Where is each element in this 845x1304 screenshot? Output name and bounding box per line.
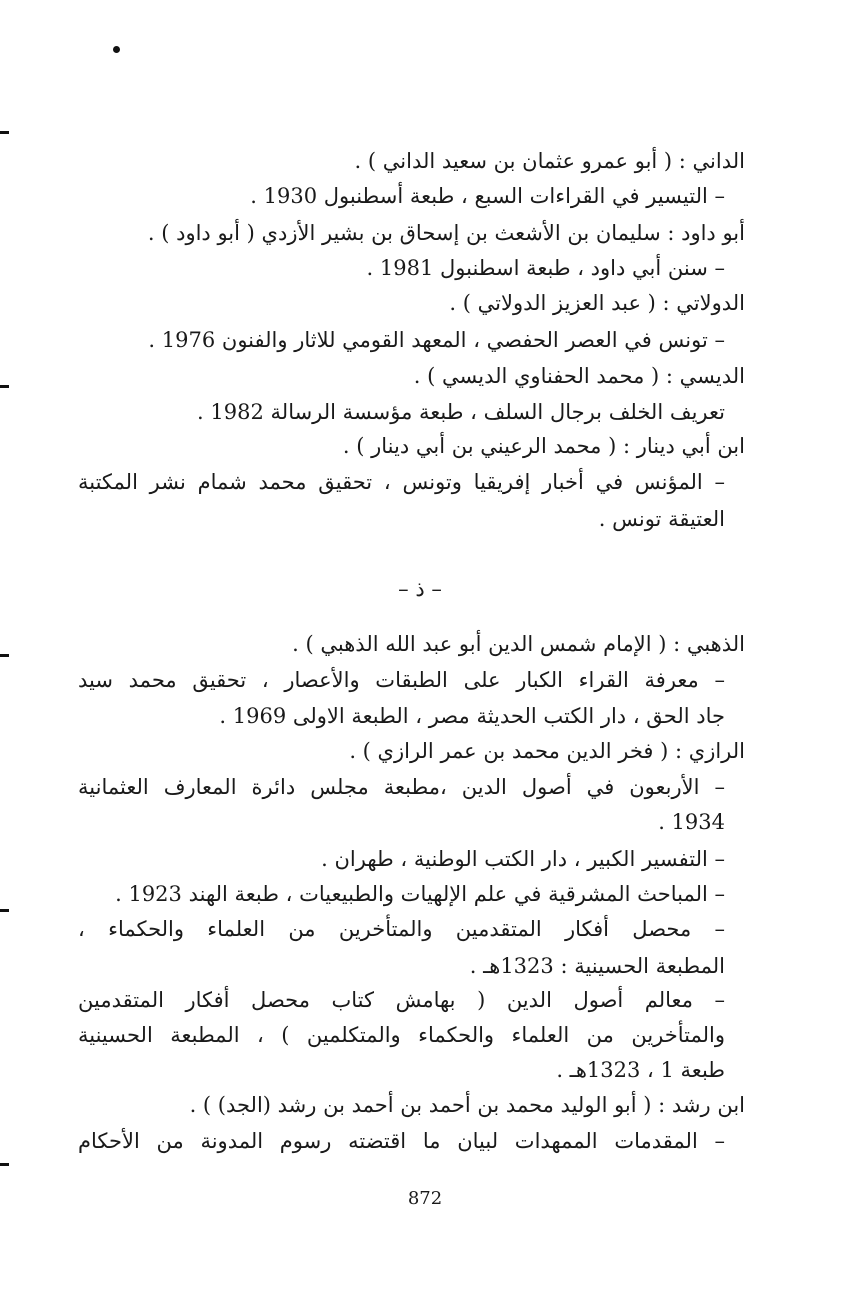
entry-work: – المقدمات الممهدات لبيان ما اقتضته رسوم المدونة من الأحكام [78,1129,725,1153]
entry-work: تعريف الخلف برجال السلف ، طبعة مؤسسة الرسالة 1982 . [197,400,725,424]
entry-author-dani: الداني : ( أبو عمرو عثمان بن سعيد الداني ) . [354,149,745,173]
entry-work: – معالم أصول الدين ( بهامش كتاب محصل أفكار المتقدمين [78,988,725,1012]
margin-tick [0,1163,9,1166]
entry-work: – سنن أبي داود ، طبعة اسطنبول 1981 . [366,256,725,280]
section-letter-heading: – ذ – [398,577,442,601]
entry-author-abu-dawud: أبو داود : سليمان بن الأشعث بن إسحاق بن بشير الأزدي ( أبو داود ) . [147,221,745,245]
entry-work: – التفسير الكبير ، دار الكتب الوطنية ، طهران . [321,847,725,871]
entry-author-razi: الرازي : ( فخر الدين محمد بن عمر الرازي ) . [349,739,745,763]
margin-tick [0,385,9,388]
entry-work: – تونس في العصر الحفصي ، المعهد القومي للاثار والفنون 1976 . [148,328,725,352]
entry-author-dhahabi: الذهبي : ( الإمام شمس الدين أبو عبد الله الذهبي ) . [292,632,745,656]
margin-tick [0,909,9,912]
entry-work-continuation: طبعة 1 ، 1323هـ . [556,1058,725,1082]
ink-dot [113,46,120,53]
entry-work: – معرفة القراء الكبار على الطبقات والأعصار ، تحقيق محمد سيد [78,668,725,692]
page-number: 872 [407,1188,443,1209]
entry-author-ibn-rushd: ابن رشد : ( أبو الوليد محمد بن أحمد بن أحمد بن رشد (الجد) ) . [189,1093,745,1117]
entry-work-continuation: جاد الحق ، دار الكتب الحديثة مصر ، الطبعة الاولى 1969 . [219,704,725,728]
entry-work-continuation: 1934 . [658,810,725,834]
entry-work: – المؤنس في أخبار إفريقيا وتونس ، تحقيق محمد شمام نشر المكتبة [78,470,725,494]
entry-work: – المباحث المشرقية في علم الإلهيات والطبيعيات ، طبعة الهند 1923 . [115,882,725,906]
entry-work-continuation: والمتأخرين من العلماء والحكماء والمتكلمين ) ، المطبعة الحسينية [78,1023,725,1047]
margin-tick [0,131,9,134]
entry-author-ibn-abi-dinar: ابن أبي دينار : ( محمد الرعيني بن أبي دينار ) . [342,434,745,458]
entry-work-continuation: المطبعة الحسينية : 1323هـ . [469,954,725,978]
entry-author-dawlati: الدولاتي : ( عبد العزيز الدولاتي ) . [449,291,745,315]
entry-work: – الأربعون في أصول الدين ،مطبعة مجلس دائرة المعارف العثمانية [78,775,725,799]
entry-work: – التيسير في القراءات السبع ، طبعة أسطنبول 1930 . [250,184,725,208]
entry-author-disi: الديسي : ( محمد الحفناوي الديسي ) . [413,364,745,388]
entry-work: – محصل أفكار المتقدمين والمتأخرين من العلماء والحكماء ، [78,917,725,941]
entry-work-continuation: العتيقة تونس . [598,507,725,531]
margin-tick [0,654,9,657]
